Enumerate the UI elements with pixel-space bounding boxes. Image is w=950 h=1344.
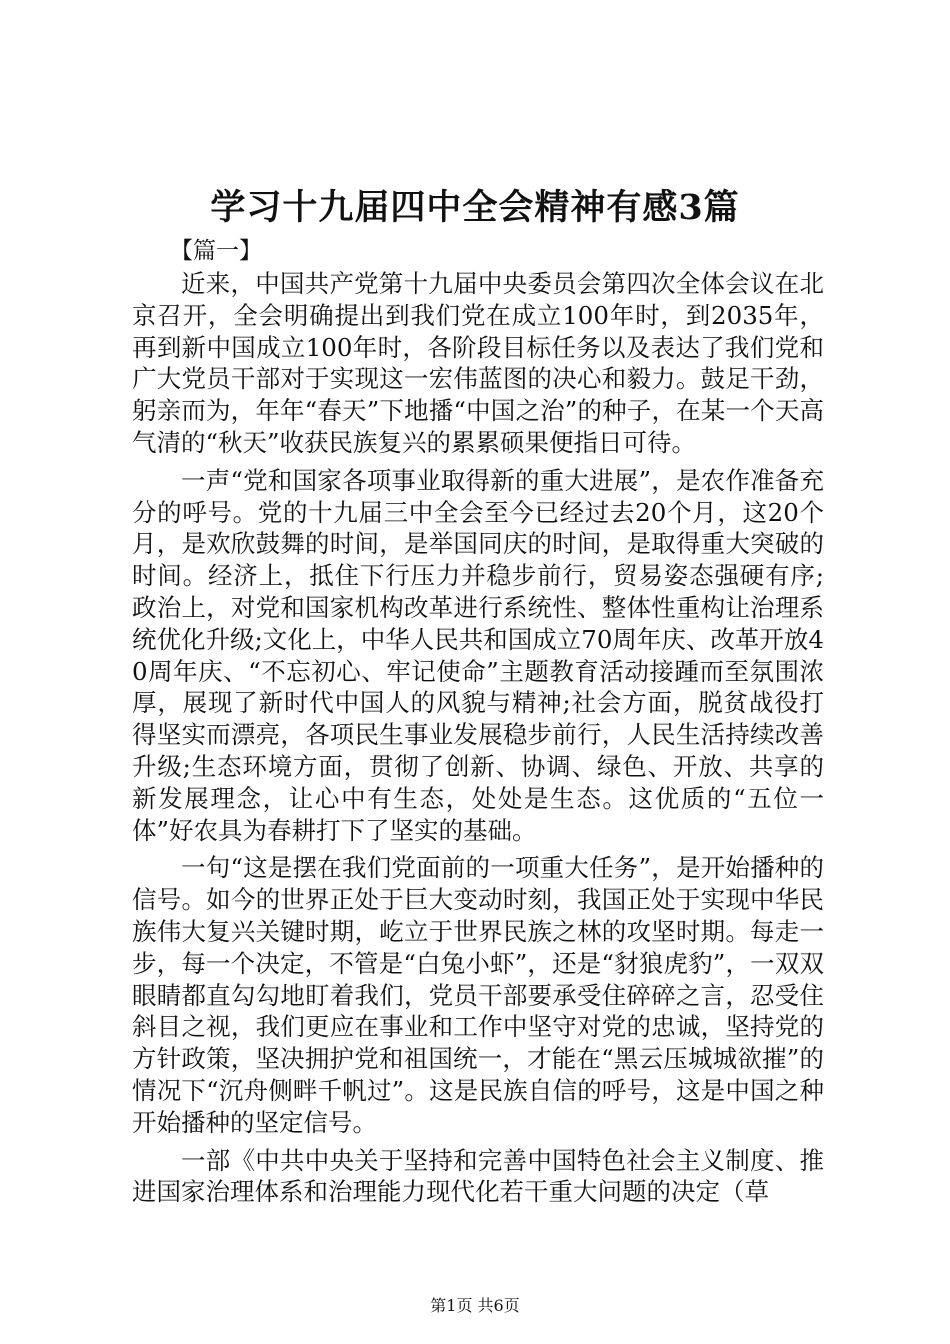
paragraph-2: 一声“党和国家各项事业取得新的重大进展”，是农作准备充分的呼号。党的十九届三中全会至今已经过去20个月，这20个月，是欢欣鼓舞的时间，是举国同庆的时间，是取得重大突破的时间。经济上，抵住下行压力并稳步前行，贸易姿态强硬有序;政治上，对党和国家机构改革进行系统性、整体性重构让治理系统优化升级;文化上，中华人民共和国成立70周年庆、改革开放40周年庆、“不忘初心、牢记使命”主题教育活动接踵而至氛围浓厚，展现了新时代中国人的风貌与精神;社会方面，脱贫战役打得坚实而漂亮，各项民生事业发展稳步前行，人民生活持续改善升级;生态环境方面，贯彻了创新、协调、绿色、开放、共享的新发展理念，让心中有生态，处处是生态。这优质的“五位一体”好农具为春耕打下了坚实的基础。 bbox=[132, 465, 825, 845]
paragraph-4: 一部《中共中央关于坚持和完善中国特色社会主义制度、推进国家治理体系和治理能力现代化若干重大问题的决定（草 bbox=[132, 1145, 824, 1207]
paragraph-1: 近来，中国共产党第十九届中央委员会第四次全体会议在北京召开，全会明确提出到我们党在成立100年时，到2035年，再到新中国成立100年时，各阶段目标任务以及表达了我们党和广大党员干部对于实现这一宏伟蓝图的决心和毅力。鼓足干劲，躬亲而为，年年“春天”下地播“中国之治”的种子，在某一个天高气清的“秋天”收获民族复兴的累累硕果便指日可待。 bbox=[132, 269, 824, 457]
page-footer: 第1页 共6页 bbox=[430, 1296, 520, 1315]
paragraph-3: 一句“这是摆在我们党面前的一项重大任务”，是开始播种的信号。如今的世界正处于巨大变动时刻，我国正处于实现中华民族伟大复兴关键时期，屹立于世界民族之林的攻坚时期。每走一步，每一个决定，不管是“白兔小虾”，还是“豺狼虎豹”，一双双眼睛都直勾勾地盯着我们，党员干部要承受住碎碎之言，忍受住斜目之视，我们更应在事业和工作中坚守对党的忠诚，坚持党的方针政策，坚决拥护党和祖国统一，才能在“黑云压城城欲摧”的情况下“沉舟侧畔千帆过”。这是民族自信的呼号，这是中国之种开始播种的坚定信号。 bbox=[132, 853, 824, 1137]
section-heading: 【篇一】 bbox=[170, 238, 262, 264]
document-body bbox=[132, 268, 824, 1214]
page-title: 学习十九届四中全会精神有感3篇 bbox=[210, 187, 740, 228]
